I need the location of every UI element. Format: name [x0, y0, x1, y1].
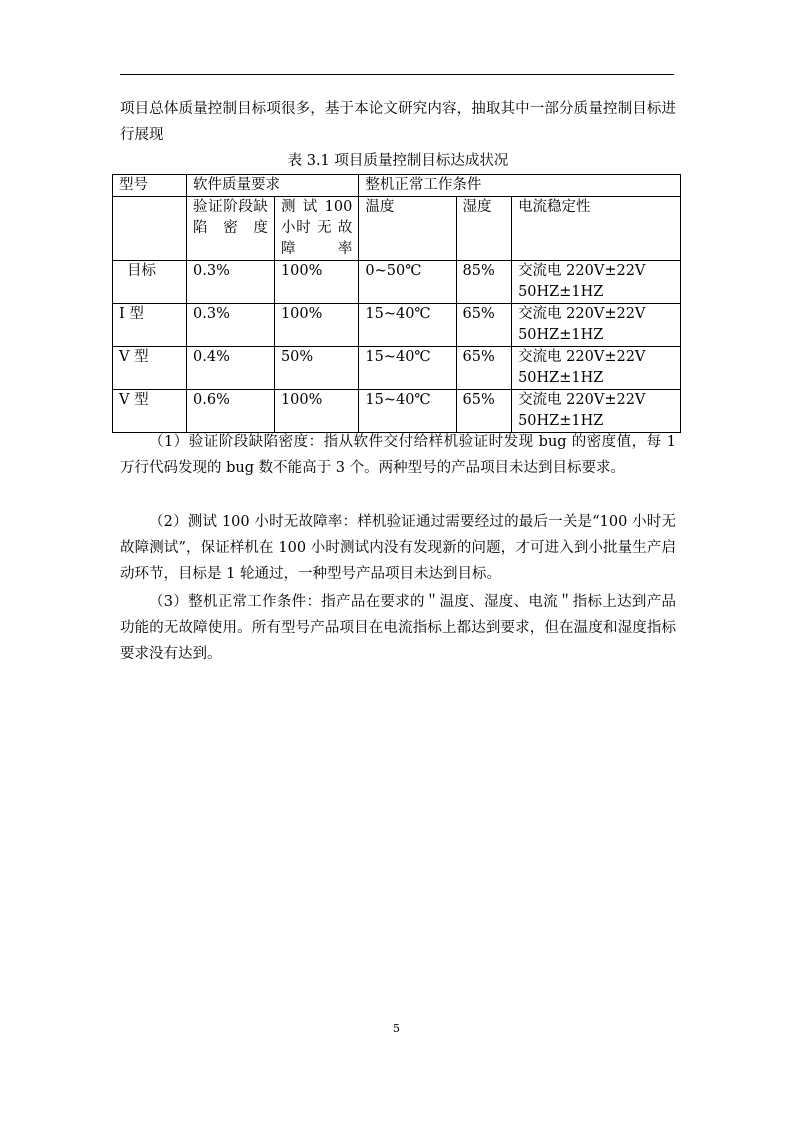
cell-humidity: 65%: [456, 390, 512, 433]
paragraph-fault-free-test: （2）测试 100 小时无故障率：样机验证通过需要经过的最后一关是“100 小时无故障测试”，保证样机在 100 小时测试内没有发现新的问题，才可进入到小批量生产启动环节，目标是 1 轮通过，一种型号产品项目未达到目标。: [120, 514, 676, 582]
cell-current: 交流电 220V±22V 50HZ±1HZ: [512, 304, 681, 347]
page-number: 5: [393, 1022, 400, 1035]
table-row: [113, 261, 681, 304]
subheader-temperature: 温度: [359, 197, 456, 261]
cell-current: 交流电 220V±22V 50HZ±1HZ: [512, 390, 681, 433]
subheader-defect-density: 验证阶段缺陷密度: [187, 197, 275, 261]
cell-humidity: 65%: [456, 347, 512, 390]
cell-temp: 0~50℃: [359, 261, 456, 304]
header-working-conditions: 整机正常工作条件: [359, 175, 681, 197]
intro-paragraph: 项目总体质量控制目标项很多，基于本论文研究内容，抽取其中一部分质量控制目标进行展现: [120, 101, 676, 143]
table-header-row: [113, 175, 681, 197]
cell-defect: 0.6%: [187, 390, 275, 433]
cell-temp: 15~40℃: [359, 304, 456, 347]
table-row: [113, 304, 681, 347]
subheader-current-stability: 电流稳定性: [512, 197, 681, 261]
paragraph-defect-density: （1）验证阶段缺陷密度：指从软件交付给样机验证时发现 bug 的密度值，每 1 万行代码发现的 bug 数不能高于 3 个。两种型号的产品项目未达到目标要求。: [120, 434, 676, 476]
cell-current: 交流电 220V±22V 50HZ±1HZ: [512, 347, 681, 390]
header-model: 型号: [113, 175, 187, 197]
quality-target-table: [112, 174, 681, 433]
table-row: [113, 390, 681, 433]
cell-humidity: 65%: [456, 304, 512, 347]
cell-model: I 型: [113, 304, 187, 347]
paragraph-working-conditions: （3）整机正常工作条件：指产品在要求的＂温度、湿度、电流＂指标上达到产品功能的无故障使用。所有型号产品项目在电流指标上都达到要求，但在温度和湿度指标要求没有达到。: [120, 594, 676, 662]
cell-model: V 型: [113, 347, 187, 390]
cell-humidity: 85%: [456, 261, 512, 304]
cell-fault-free: 50%: [274, 347, 358, 390]
cell-temp: 15~40℃: [359, 347, 456, 390]
table-caption: 表 3.1 项目质量控制目标达成状况: [287, 153, 509, 169]
cell-model: 目标: [113, 261, 187, 304]
cell-fault-free: 100%: [274, 304, 358, 347]
header-rule: [120, 74, 674, 75]
subheader-humidity: 湿度: [456, 197, 512, 261]
cell-current: 交流电 220V±22V 50HZ±1HZ: [512, 261, 681, 304]
table-row: [113, 347, 681, 390]
table-subheader-row: [113, 197, 681, 261]
subheader-fault-free-rate: 测 试 100 小时 无 故障率: [274, 197, 358, 261]
cell-defect: 0.3%: [187, 261, 275, 304]
header-software-quality: 软件质量要求: [187, 175, 359, 197]
subheader-empty: [113, 197, 187, 261]
cell-defect: 0.3%: [187, 304, 275, 347]
cell-fault-free: 100%: [274, 390, 358, 433]
cell-temp: 15~40℃: [359, 390, 456, 433]
cell-defect: 0.4%: [187, 347, 275, 390]
cell-fault-free: 100%: [274, 261, 358, 304]
cell-model: V 型: [113, 390, 187, 433]
